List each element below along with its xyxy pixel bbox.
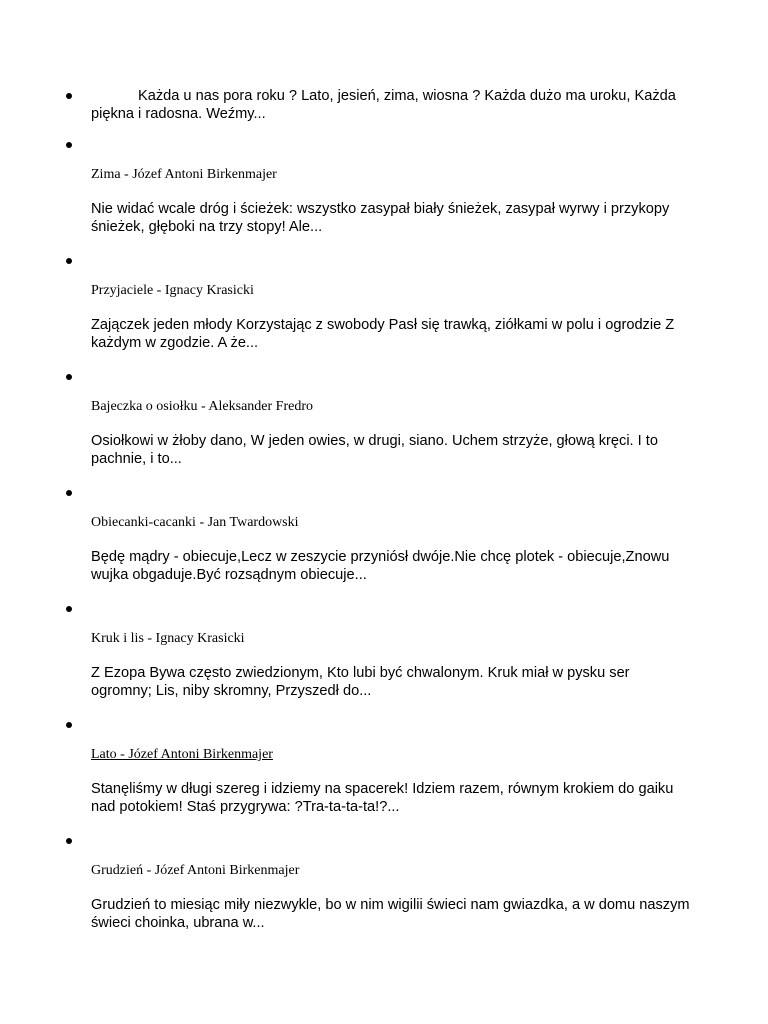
poem-title-bajeczka[interactable]: Bajeczka o osiołku - Aleksander Fredro bbox=[91, 399, 313, 414]
bullet-intro bbox=[66, 93, 72, 99]
poem-excerpt-przyjaciele: Zajączek jeden młody Korzystając z swobody Pasł się trawką, ziółkami w polu i ogrodzie Z każdym w zgodzie. A że... bbox=[91, 317, 675, 351]
poem-title-kruk-i-lis[interactable]: Kruk i lis - Ignacy Krasicki bbox=[91, 631, 245, 646]
bullet-item-3 bbox=[66, 490, 72, 496]
bullet-item-0 bbox=[66, 142, 72, 148]
bullet-item-2 bbox=[66, 374, 72, 380]
poem-title-obiecanki[interactable]: Obiecanki-cacanki - Jan Twardowski bbox=[91, 515, 299, 530]
poem-excerpt-zima: Nie widać wcale dróg i ścieżek: wszystko zasypał biały śnieżek, zasypał wyrwy i przykopy śnieżek, głęboki na trzy stopy! Ale... bbox=[91, 201, 670, 235]
poem-excerpt-grudzien: Grudzień to miesiąc miły niezwykle, bo w nim wigilii świeci nam gwiazdka, a w domu naszym świeci choinka, ubrana w... bbox=[91, 897, 690, 931]
poem-excerpt-obiecanki: Będę mądry - obiecuje,Lecz w zeszycie przyniósł dwóje.Nie chcę plotek - obiecuje,Znowu wujka obgaduje.Być rozsądnym obiecuje... bbox=[91, 549, 670, 583]
poem-excerpt-lato: Stanęliśmy w długi szereg i idziemy na spacerek! Idziem razem, równym krokiem do gaiku nad potokiem! Staś przygrywa: ?Tra-ta-ta-ta!?... bbox=[91, 781, 674, 815]
poem-excerpt-bajeczka: Osiołkowi w żłoby dano, W jeden owies, w drugi, siano. Uchem strzyże, głową kręci. I to pachnie, i to... bbox=[91, 433, 658, 467]
bullet-item-4 bbox=[66, 606, 72, 612]
poem-title-przyjaciele[interactable]: Przyjaciele - Ignacy Krasicki bbox=[91, 283, 254, 298]
bullet-item-6 bbox=[66, 838, 72, 844]
poem-title-zima[interactable]: Zima - Józef Antoni Birkenmajer bbox=[91, 167, 277, 182]
bullet-item-5 bbox=[66, 722, 72, 728]
poem-title-grudzien[interactable]: Grudzień - Józef Antoni Birkenmajer bbox=[91, 863, 300, 878]
bullet-item-1 bbox=[66, 258, 72, 264]
poem-title-lato[interactable]: Lato - Józef Antoni Birkenmajer bbox=[91, 747, 273, 762]
intro-excerpt: Każda u nas pora roku ? Lato, jesień, zima, wiosna ? Każda dużo ma uroku, Każda piękna i radosna. Weźmy... bbox=[91, 88, 676, 122]
poem-excerpt-kruk-i-lis: Z Ezopa Bywa często zwiedzionym, Kto lubi być chwalonym. Kruk miał w pysku ser ogromny; Lis, niby skromny, Przyszedł do... bbox=[91, 665, 630, 699]
